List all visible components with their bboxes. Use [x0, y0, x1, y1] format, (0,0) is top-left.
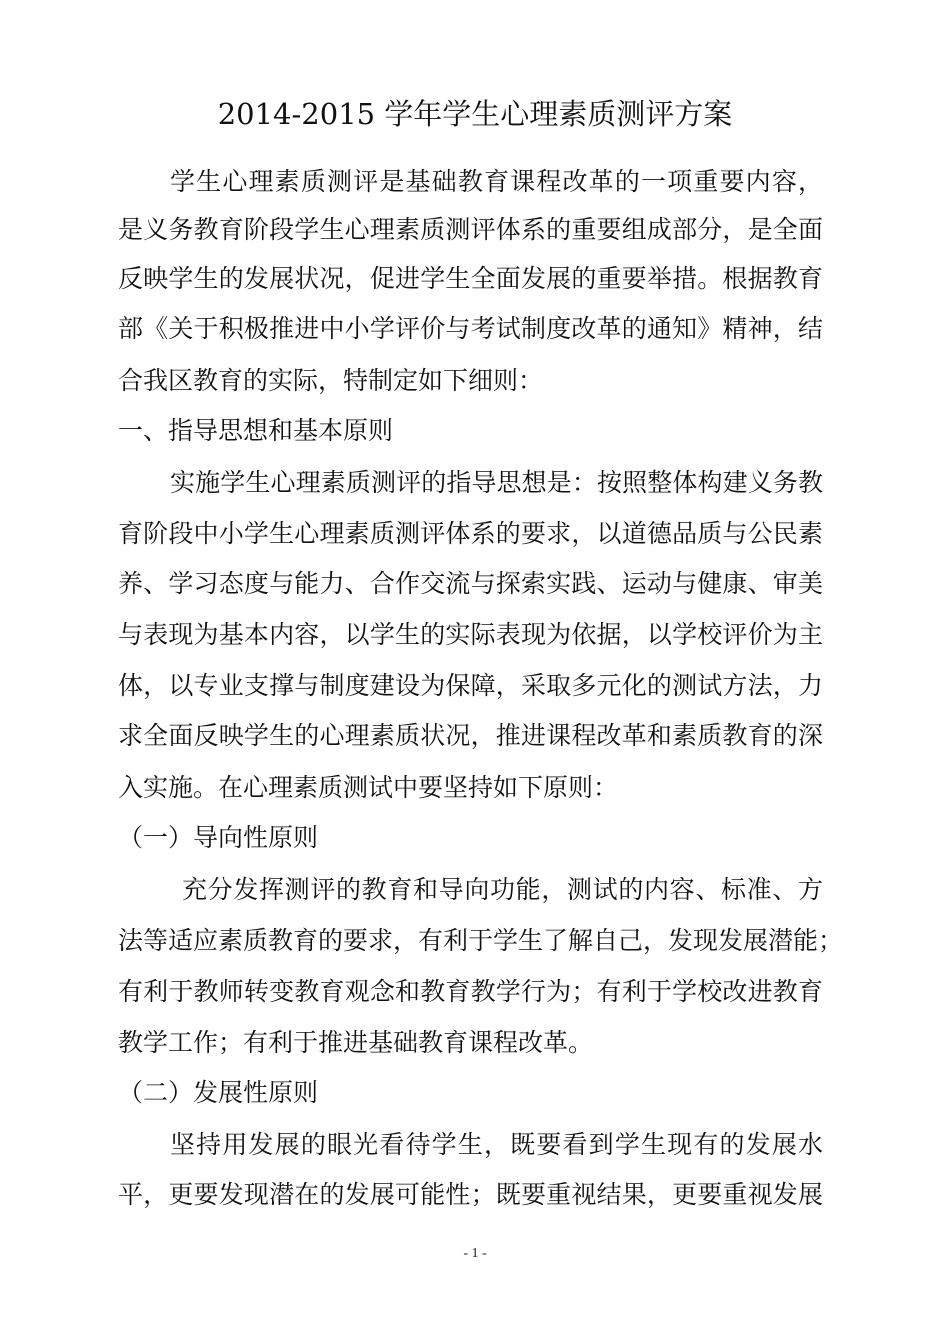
paragraph-line: 坚持用发展的眼光看待学生，既要看到学生现有的发展水: [170, 1130, 823, 1159]
paragraph-line: 体，以专业支撑与制度建设为保障，采取多元化的测试方法，力: [118, 671, 823, 700]
paragraph-line: 平，更要发现潜在的发展可能性；既要重视结果，更要重视发展: [118, 1180, 823, 1209]
document-title: 2014-2015 学年学生心理素质测评方案: [217, 97, 733, 131]
paragraph-line: 法等适应素质教育的要求，有利于学生了解自己，发现发展潜能；: [118, 926, 844, 955]
paragraph-line: 教学工作；有利于推进基础教育课程改革。: [118, 1028, 594, 1057]
paragraph-line: 入实施。在心理素质测试中要坚持如下原则：: [118, 773, 619, 802]
paragraph-line: 合我区教育的实际，特制定如下细则：: [118, 366, 544, 395]
subsection-heading: （一）导向性原则: [118, 823, 319, 852]
paragraph-line: 实施学生心理素质测评的指导思想是：按照整体构建义务教: [170, 468, 823, 497]
paragraph-line: 与表现为基本内容，以学生的实际表现为依据，以学校评价为主: [118, 620, 823, 649]
page-number: - 1 -: [463, 1246, 487, 1261]
paragraph-line: 求全面反映学生的心理素质状况，推进课程改革和素质教育的深: [118, 721, 823, 750]
paragraph-line: 学生心理素质测评是基础教育课程改革的一项重要内容，: [170, 167, 823, 196]
paragraph-line: 育阶段中小学生心理素质测评体系的要求，以道德品质与公民素: [118, 519, 823, 548]
paragraph-line: 是义务教育阶段学生心理素质测评体系的重要组成部分，是全面: [118, 215, 823, 244]
paragraph-line: 有利于教师转变教育观念和教育教学行为；有利于学校改进教育: [118, 977, 823, 1006]
subsection-heading: （二）发展性原则: [118, 1078, 319, 1107]
paragraph-line: 充分发挥测评的教育和导向功能，测试的内容、标准、方: [182, 875, 823, 904]
paragraph-line: 反映学生的发展状况，促进学生全面发展的重要举措。根据教育: [118, 264, 823, 293]
paragraph-line: 部《关于积极推进中小学评价与考试制度改革的通知》精神，结: [118, 314, 823, 343]
paragraph-line: 养、学习态度与能力、合作交流与探索实践、运动与健康、审美: [118, 569, 823, 598]
section-heading: 一、指导思想和基本原则: [118, 416, 394, 445]
